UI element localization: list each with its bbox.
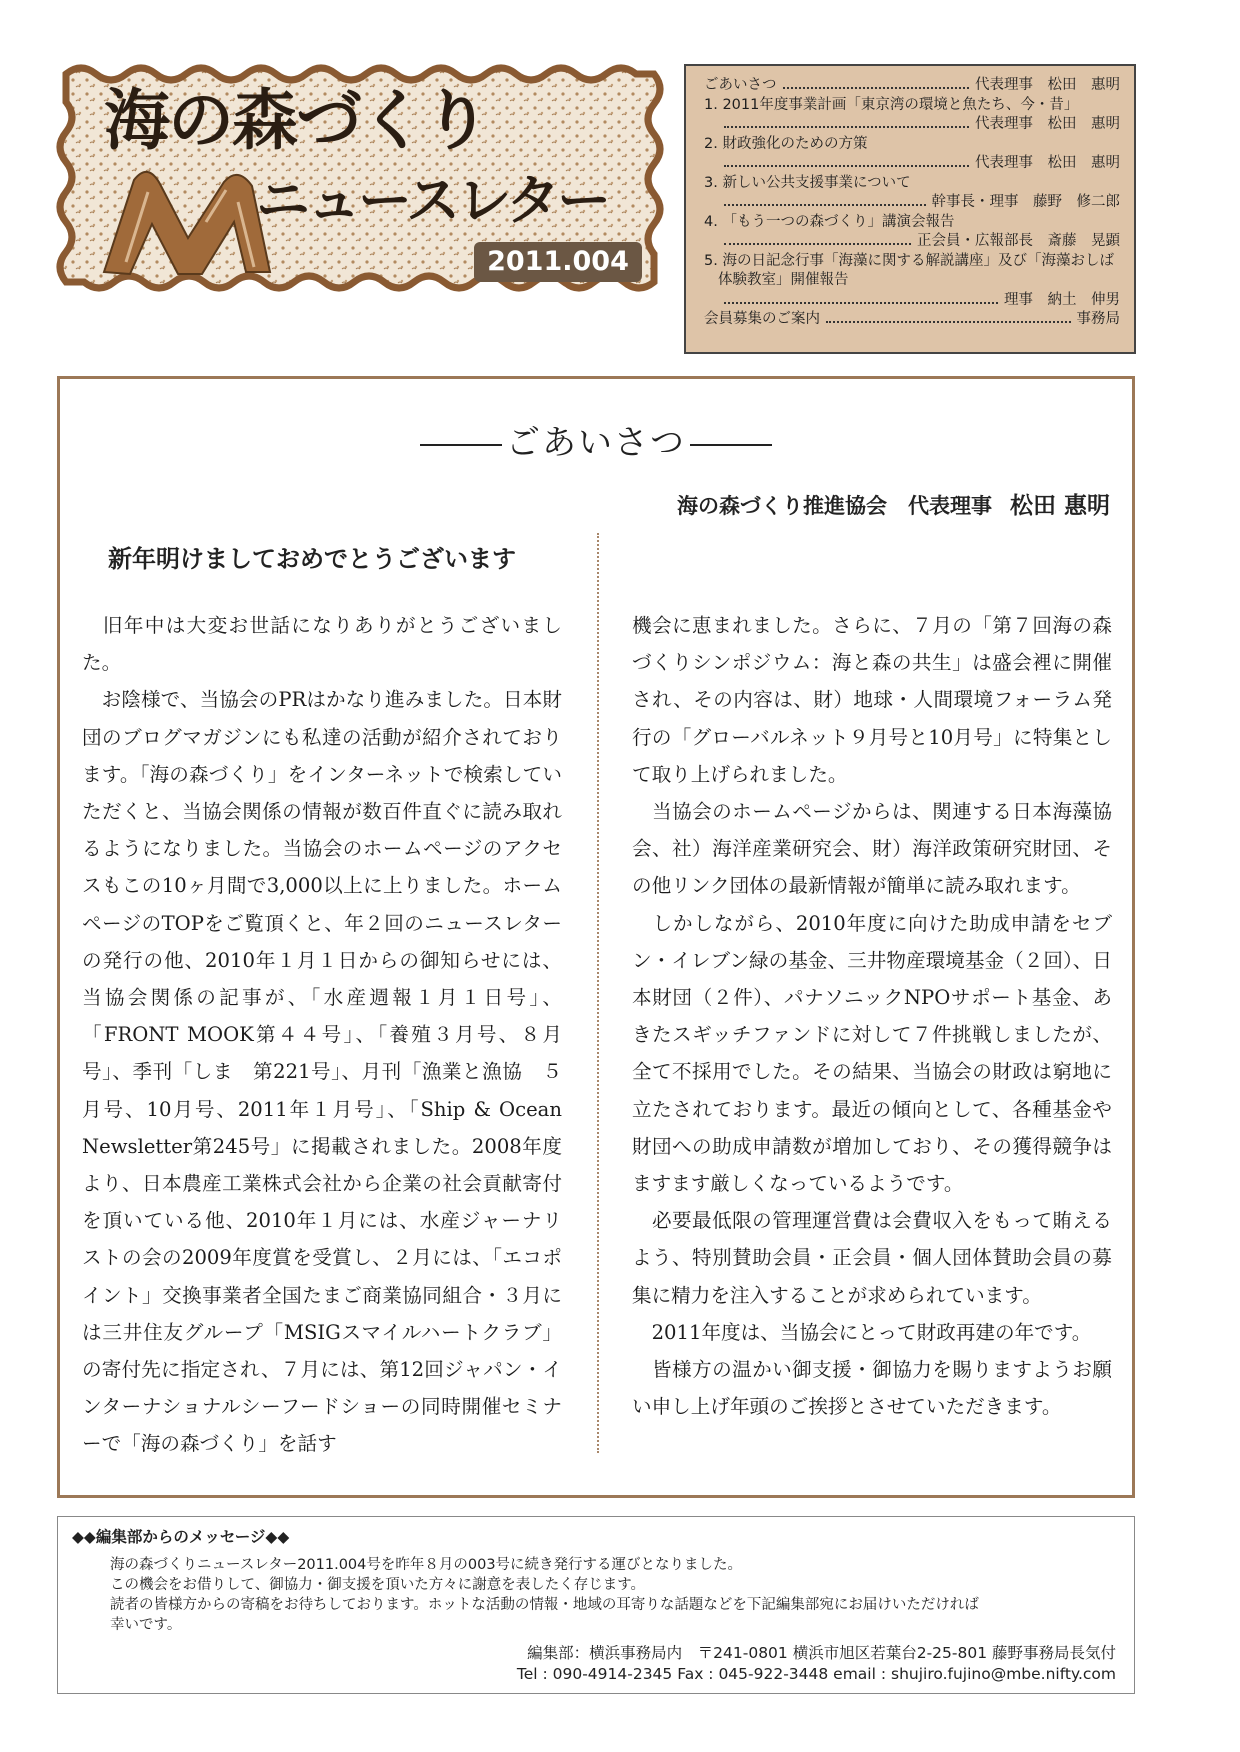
author-name: 松田 惠明 <box>1009 492 1110 519</box>
toc-title: 5. 海の日記念行事「海藻に関する解説講座」及び「海藻おしば <box>704 252 1114 269</box>
toc-row[interactable] <box>704 213 1120 233</box>
toc-title: 1. 2011年度事業計画「東京湾の環境と魚たち、今・昔」 <box>704 96 1079 113</box>
article-column-left <box>82 607 562 1463</box>
column-divider <box>597 533 599 1453</box>
article-author <box>677 487 1110 520</box>
editor-contact[interactable]: Tel : 090-4914-2345 Fax : 045-922-3448 email : shujiro.fujino@mbe.nifty.com <box>516 1665 1116 1683</box>
paragraph: 必要最低限の管理運営費は会費収入をもって賄えるよう、特別賛助会員・正会員・個人団体賛助会員の募集に精力を注入することが求められています。 <box>632 1209 1112 1307</box>
message-heading: ◆◆編集部からのメッセージ◆◆ <box>72 1528 290 1546</box>
toc-row[interactable] <box>704 76 1120 96</box>
toc-row[interactable] <box>704 310 1120 330</box>
toc-author: 事務局 <box>1076 311 1120 327</box>
message-line: 読者の皆様方からの寄稿をお待ちしております。ホットな活動の情報・地域の耳寄りな話題などを下記編集部宛にお届けいただければ <box>110 1597 979 1613</box>
newsletter-logo <box>56 62 664 317</box>
toc-row[interactable] <box>704 252 1120 272</box>
toc-title: 2. 財政強化のための方策 <box>704 135 868 152</box>
editorial-message-box <box>57 1516 1135 1694</box>
paragraph: 機会に恵まれました。さらに、７月の「第７回海の森づくりシンポジウム：海と森の共生」は盛会裡に開催され、その内容は、財）地球・人間環境フォーラム発行の「グローバルネット９月号と10月号」に特集として取り上げられました。 <box>632 614 1112 786</box>
editor-address: 編集部：横浜事務局内 〒241-0801 横浜市旭区若葉台2-25-801 藤野事務局長気付 <box>527 1644 1116 1662</box>
article-title: ごあいさつ <box>60 415 1132 464</box>
article-column-right <box>632 607 1112 1425</box>
message-line: 海の森づくりニュースレター2011.004号を昨年８月の003号に続き発行する運びとなりました。 <box>110 1557 743 1573</box>
toc-row[interactable] <box>704 193 1120 213</box>
toc-title: ごあいさつ <box>704 77 777 93</box>
toc-row[interactable] <box>704 115 1120 135</box>
toc-author: 代表理事 松田 惠明 <box>975 155 1120 171</box>
toc-author: 代表理事 松田 惠明 <box>975 77 1120 93</box>
toc-title: 会員募集のご案内 <box>704 311 820 327</box>
toc-row[interactable] <box>704 154 1120 174</box>
paragraph: 皆様方の温かい御支援・御協力を賜りますようお願い申し上げ年頭のご挨拶とさせていただきます。 <box>632 1358 1112 1419</box>
logo-title-line1: 海の森づくり <box>104 82 488 159</box>
toc-row[interactable] <box>704 291 1120 311</box>
toc-title: 3. 新しい公共支援事業について <box>704 174 911 191</box>
paragraph: 旧年中は大変お世話になりありがとうございました。 <box>82 614 562 675</box>
paragraph: しかしながら、2010年度に向けた助成申請をセブン・イレブン緑の基金、三井物産環境基金（２回）、日本財団（２件）、パナソニックNPOサポート基金、あきたスギッチファンドに対して７件挑戦しましたが、全て不採用でした。その結果、当協会の財政は窮地に立たされております。最近の傾向として、各種基金や財団への助成申請数が増加しており、その獲得競争はますます厳しくなっているようです。 <box>632 911 1112 1196</box>
toc-row[interactable] <box>704 174 1120 194</box>
paragraph: 2011年度は、当協会にとって財政再建の年です。 <box>632 1320 1092 1344</box>
toc-title: 4. 「もう一つの森づくり」講演会報告 <box>704 213 955 230</box>
table-of-contents <box>684 64 1136 354</box>
issue-number-badge: 2011.004号 <box>474 242 642 282</box>
toc-title: 体験教室」開催報告 <box>718 272 849 288</box>
article-heading: 新年明けましておめでとうございます <box>108 544 516 573</box>
paragraph: 当協会のホームページからは、関連する日本海藻協会、社）海洋産業研究会、財）海洋政策研究財団、その他リンク団体の最新情報が簡単に読み取れます。 <box>632 800 1112 898</box>
logo-title-line2: ニュースレター <box>256 169 609 232</box>
toc-author: 幹事長・理事 藤野 修二郎 <box>931 194 1120 210</box>
toc-row[interactable] <box>704 135 1120 155</box>
message-line: この機会をお借りして、御協力・御支援を頂いた方々に謝意を表したく存じます。 <box>110 1577 646 1593</box>
toc-row[interactable] <box>704 271 1120 291</box>
toc-row[interactable] <box>704 232 1120 252</box>
message-line: 幸いです。 <box>110 1617 182 1633</box>
toc-row[interactable] <box>704 96 1120 116</box>
author-role: 海の森づくり推進協会 代表理事 <box>676 493 992 518</box>
greeting-article <box>57 376 1135 1498</box>
paragraph: お陰様で、当協会のPRはかなり進みました。日本財団のブログマガジンにも私達の活動が紹介されております。「海の森づくり」をインターネットで検索していただくと、当協会関係の情報が数百件直ぐに読み取れるようになりました。当協会のホームページのアクセスもこの10ヶ月間で3,000以上に上りました。ホームページのTOPをご覧頂くと、年２回のニュースレターの発行の他、2010年１月１日からの御知らせには、当協会関係の記事が、「水産週報１月１日号」、「FRONT MOOK第４４号」、「養殖３月号、８月号」、季刊「しま 第221号」、月刊「漁業と漁協 ５月号、10月号、2011年１月号」、「Ship & Ocean Newsletter第245号」に掲載されました。2008年度より、日本農産工業株式会社から企業の社会貢献寄付を頂いている他、2010年１月には、水産ジャーナリストの会の2009年度賞を受賞し、２月には、「エコポイント」交換事業者全国たまご商業協同組合・３月には三井住友グループ「MSIGスマイルハートクラブ」の寄付先に指定され、７月には、第12回ジャパン・インターナショナルシーフードショーの同時開催セミナーで「海の森づくり」を話す <box>82 688 562 1456</box>
toc-author: 正会員・広報部長 斎藤 晃顕 <box>917 233 1120 249</box>
toc-author: 理事 納土 伸男 <box>1004 291 1120 308</box>
toc-author: 代表理事 松田 惠明 <box>975 116 1120 132</box>
